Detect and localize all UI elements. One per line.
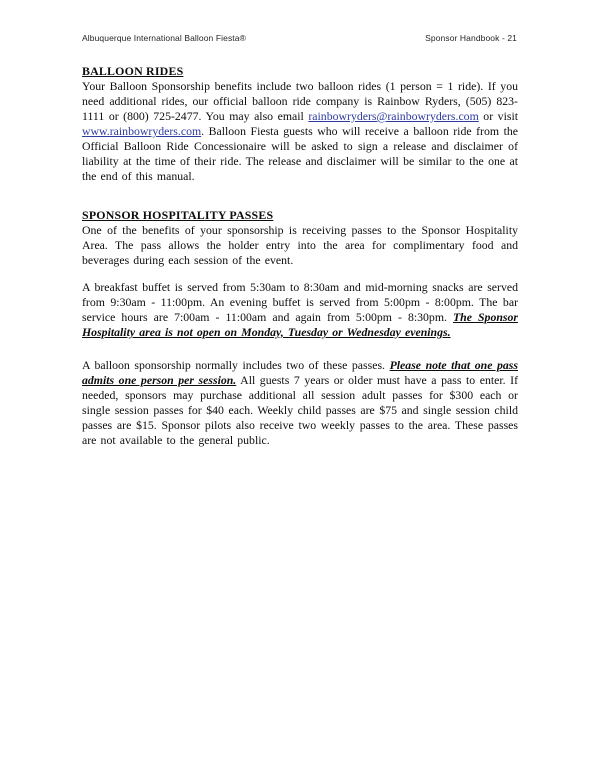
text-run: or visit bbox=[478, 109, 518, 123]
paragraph-hospitality-intro bbox=[82, 223, 518, 268]
text-run: . Balloon Fiesta guests who will receive a balloon ride from the Official Balloon Ride Concessionaire will be asked to sign a release and disclaimer of liability at the time of their ride. The release and disclaimer will be similar to the one at the end of this manual. bbox=[82, 124, 518, 183]
paragraph-pass-details bbox=[82, 358, 518, 448]
section-heading-sponsor-hospitality-passes: SPONSOR HOSPITALITY PASSES bbox=[82, 208, 274, 222]
text-run: A breakfast buffet is served from 5:30am to 8:30am and mid-morning snacks are served from 9:30am - 11:00pm. An evening buffet is served from 5:00pm - 8:00pm. The bar service hours are 7:00am - 11:00am and again from 5:00pm - 8:30pm. bbox=[82, 280, 518, 324]
text-run: All guests 7 years or older must have a pass to enter. If needed, sponsors may purchase additional all session adult passes for $300 each or single session passes for $40 each. Weekly child passes are $75 and single session child passes are $15. Sponsor pilots also receive two weekly passes to the area. These passes are not available to the general public. bbox=[82, 373, 518, 447]
text-run: One of the benefits of your sponsorship is receiving passes to the Sponsor Hospitality Area. The pass allows the holder entry into the area for complimentary food and beverages during each session of the event. bbox=[82, 223, 518, 267]
page-header bbox=[82, 33, 517, 43]
text-run: A balloon sponsorship normally includes two of these passes. bbox=[82, 358, 390, 372]
emphasized-text: The Sponsor Hospitality area is not open on Monday, Tuesday or Wednesday evenings. bbox=[82, 310, 518, 339]
section-balloon-rides bbox=[82, 64, 518, 184]
paragraph-buffet-hours bbox=[82, 280, 518, 340]
header-document-title: Albuquerque International Balloon Fiesta® bbox=[82, 33, 246, 43]
header-page-label: Sponsor Handbook - 21 bbox=[425, 33, 517, 43]
section-heading-balloon-rides: BALLOON RIDES bbox=[82, 64, 184, 78]
emphasized-text: Please note that one pass admits one person per session. bbox=[82, 358, 518, 387]
section-sponsor-hospitality-passes bbox=[82, 208, 518, 448]
text-run: Your Balloon Sponsorship benefits include two balloon rides (1 person = 1 ride). If you need additional rides, our official balloon ride company is Rainbow Ryders, (505) 823-1111 or (800) 725-2477. You may also email bbox=[82, 79, 518, 123]
email-link[interactable]: rainbowryders@rainbowryders.com bbox=[308, 109, 479, 123]
page-content bbox=[82, 64, 518, 448]
website-link[interactable]: www.rainbowryders.com bbox=[82, 124, 202, 138]
paragraph-balloon-rides bbox=[82, 79, 518, 184]
